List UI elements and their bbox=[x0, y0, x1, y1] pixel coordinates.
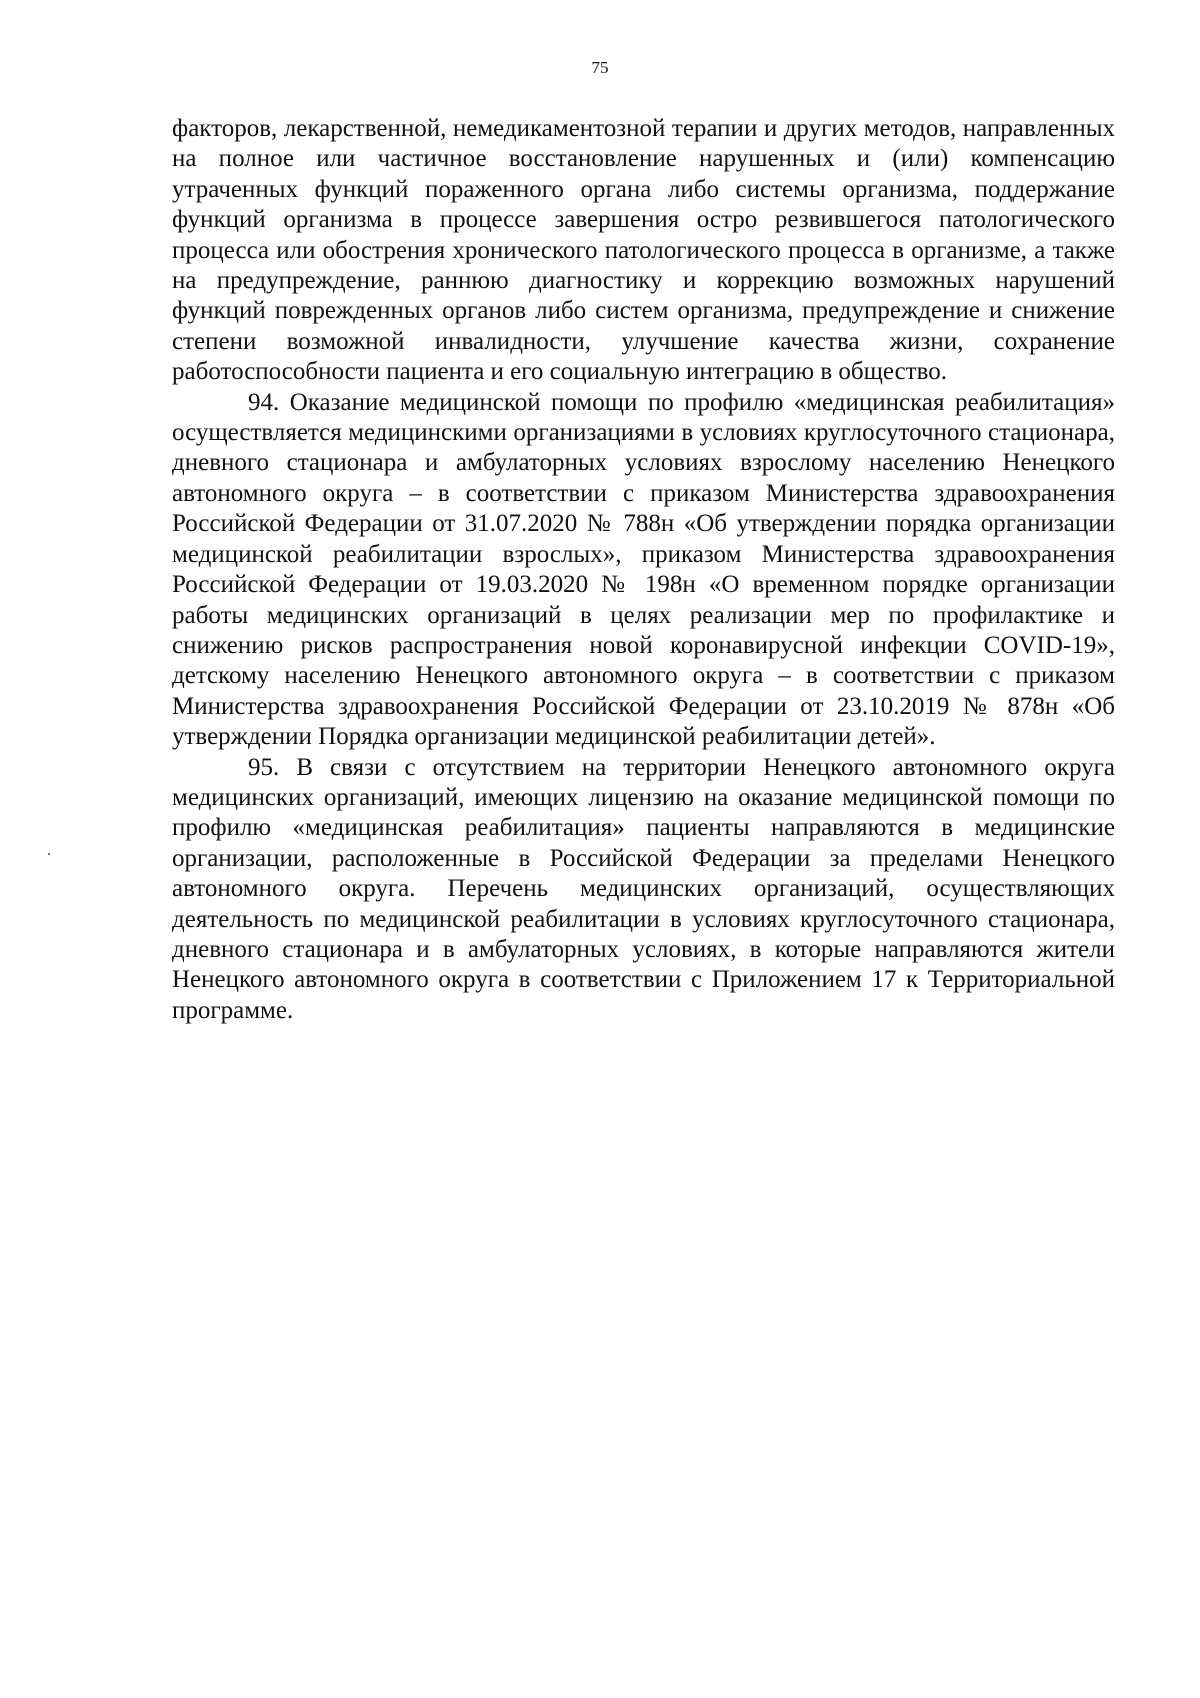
paragraph-continuation: факторов, лекарственной, немедикаментозной терапии и других методов, направленных на полное или частичное восстановление нарушенных и (или) компенсацию утраченных функций пораженного органа либо системы организма, поддержание функций организма в процессе завершения остро резвившегося патологического процесса или обострения хронического патологического процесса в организме, а также на предупреждение, раннюю диагностику и коррекцию возможных нарушений функций поврежденных органов либо систем организма, предупреждение и снижение степени возможной инвалидности, улучшение качества жизни, сохранение работоспособности пациента и его социальную интеграцию в общество. bbox=[172, 115, 1115, 386]
page-number: 75 bbox=[591, 58, 609, 77]
scan-speck bbox=[48, 853, 50, 855]
paragraph-95: 95. В связи с отсутствием на территории Ненецкого автономного округа медицинских организаций, имеющих лицензию на оказание медицинской помощи по профилю «медицинская реабилитация» пациенты направляются в медицинские организации, расположенные в Российской Федерации за пределами Ненецкого автономного округа. Перечень медицинских организаций, осуществляющих деятельность по медицинской реабилитации в условиях круглосуточного стационара, дневного стационара и в амбулаторных условиях, в которые направляются жители Ненецкого автономного округа в соответствии с Приложением 17 к Территориальной программе. bbox=[172, 753, 1115, 1024]
document-body bbox=[172, 114, 1115, 1026]
paragraph-94: 94. Оказание медицинской помощи по профилю «медицинская реабилитация» осуществляется медицинскими организациями в условиях круглосуточного стационара, дневного стационара и амбулаторных условиях взрослому населению Ненецкого автономного округа – в соответствии с приказом Министерства здравоохранения Российской Федерации от 31.07.2020 № 788н «Об утверждении порядка организации медицинской реабилитации взрослых», приказом Министерства здравоохранения Российской Федерации от 19.03.2020 № 198н «О временном порядке организации работы медицинских организаций в целях реализации мер по профилактике и снижению рисков распространения новой коронавирусной инфекции COVID-19», детскому населению Ненецкого автономного округа – в соответствии с приказом Министерства здравоохранения Российской Федерации от 23.10.2019 № 878н «Об утверждении Порядка организации медицинской реабилитации детей». bbox=[172, 388, 1115, 751]
